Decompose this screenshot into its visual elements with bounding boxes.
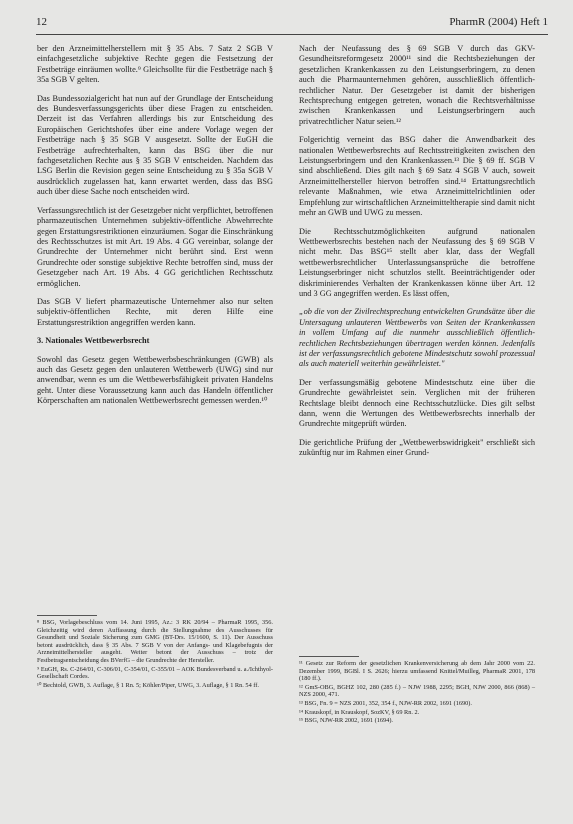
- footnote-separator: [37, 615, 97, 616]
- right-footnotes: [299, 656, 535, 726]
- running-header: [36, 12, 548, 35]
- body-paragraph: Folgerichtig verneint das BSG daher die Anwendbarkeit des nationalen Wettbewerbsrechts auf Rechtsstreitigkeiten zwischen den Leistungserbringern und den Krankenkassen.¹³ Die § 69 ff. SGB V sind abschließend. Dies gilt nach § 69 Satz 4 SGB V auch, soweit Arzneimittelhersteller hiervon betroffen sind.¹⁴ Ertattungsrechtlich relevante Maßnahmen, wie etwa Arzneimittelrichtlinien oder Empfehlung zur wirtschaftlichen Arzneimitteltherapie sind damit nicht mehr an GWB und UWG zu messen.: [299, 135, 535, 218]
- right-column: [299, 44, 535, 467]
- footnote: ¹¹ Gesetz zur Reform der gesetzlichen Krankenversicherung ab dem Jahr 2000 vom 22. Dezember 1999, BGBl. I S. 2626; hierzu umfassend Knittel/Muilleg, PharmaR 2001, 178 (180 ff.).: [299, 660, 535, 683]
- section-heading: 3. Nationales Wettbewerbsrecht: [37, 336, 150, 346]
- quotation: „ob die von der Zivilrechtsprechung entwickelten Grundsätze über die Untersagung unlauteren Wettbewerbs von Seiten der Krankenkassen in vollem Umfang auf die nunmehr ausschließlich öffentlich-rechtlichen Rechtsbeziehungen übertragen werden können. Jedenfalls ist der verfassungsrechtlich gebotene Mindestschutz sowohl prozessual als auch materiell weiterhin gewährleistet.": [299, 307, 535, 369]
- footnote: ¹⁴ Krauskopf, in Krauskopf, SozKV, § 69 Rn. 2.: [299, 708, 420, 716]
- body-paragraph: Die Rechtsschutzmöglichkeiten aufgrund nationalen Wettbewerbsrechts bestehen nach der Neufassung des § 69 SGB V nicht mehr. Das BSG¹⁵ stellt aber klar, dass der Wegfall wettbewerbsrechtlicher Unterlassungsansprüche die betroffene Leistungserbringer nicht schutzlos stellt. Beeinträchtigender oder diskriminierendes Verhalten der Krankenkassen könne über Art. 12 und 3 GG angegriffen werden. Es lässt offen,: [299, 226, 535, 298]
- body-paragraph: Das Bundessozialgericht hat nun auf der Grundlage der Entscheidung des Bundesverfassungsgerichts über diese Fragen zu entscheiden. Derzeit ist das Verfahren allerdings bis zur Entscheidung des Europäischen Gerichtshofes über eine andere Vorlage wegen der Festbeträge nach § 35 SGB V ausgesetzt. Sollte der EuGH die Festbeträge aufrechterhalten, kann das BSG über die nur fachgesetzlichen Rechte aus § 35 SGB V entscheiden. Nachdem das LSG Berlin die Revision gegen seine Entscheidung zu § 35a SGB V ausdrücklich zugelassen hat, kann erwartet werden, dass das BSG auch über diese Sache noch entscheiden wird.: [37, 93, 273, 197]
- body-paragraph: Der verfassungsmäßig gebotene Mindestschutz eine über die Grundrechte gewährleistet sein. Verglichen mit der früheren Rechtslage bleibt dennoch eine Rechtsschutzlücke. Dies gilt selbst dann, wenn die Wertungen des Wettbewerbsrechts innerhalb der Grundrechte mitgeprüft würden.: [299, 377, 535, 429]
- body-paragraph: Verfassungsrechtlich ist der Gesetzgeber nicht verpflichtet, betroffenen pharmazeutischen Unternehmen subjektiv-öffentliche Abwehrrechte gegen Erstattungsrestriktionen einzuräumen. Sogar die Einschränkung des Rechtsschutzes ist mit Art. 19 Abs. 4 GG vereinbar, solange der Grundrechte der Unternehmer nicht berührt sind. Erst wenn Grundrechte oder sonstige subjektive Rechte betroffen sind, muss der Gesetzgeber nach Art. 19 Abs. 4 GG gerichtlichen Rechtsschutz ermöglichen.: [37, 205, 273, 288]
- body-paragraph: Das SGB V liefert pharmazeutische Unternehmer also nur selten subjektiv-öffentlichen Rechte, mit deren Hilfe eine Erstattungsrestriktion angegriffen werden kann.: [37, 296, 273, 327]
- footnote: ¹² GmS-OBG, BGHZ 102, 280 (285 f.) – NJW 1988, 2295; BGH, NJW 2000, 866 (868) – NZS 2000, 471.: [299, 683, 535, 699]
- left-column: [37, 44, 273, 415]
- footnote: ¹³ BSG, Fn. 9 = NZS 2001, 352, 354 f., NJW-RR 2002, 1691 (1690).: [299, 699, 472, 707]
- body-paragraph: ber den Arzneimittelherstellern mit § 35 Abs. 7 Satz 2 SGB V einfachgesetzliche subjektive Rechte gegen die Festsetzung der Festbeträge einräumen wollte.⁹ Gleichsollte für die Festbeträge nach § 35a SGB V gelten.: [37, 44, 273, 85]
- footnote: ¹⁵ BSG, NJW-RR 2002, 1691 (1694).: [299, 717, 393, 725]
- body-paragraph: Sowohl das Gesetz gegen Wettbewerbsbeschränkungen (GWB) als auch das Gesetz gegen den unlauteren Wettbewerb (UWG) sind nur anwendbar, wenn es um die Wettbewerbsfähigkeit privaten Handelns geht. Unter diese Voraussetzung kann auch das Handeln öffentlicher Körperschaften am nationalen Wettbewerbsrecht gemessen werden.¹⁰: [37, 354, 273, 406]
- body-paragraph: Die gerichtliche Prüfung der „Wettbewerbswidrigkeit" erschließt sich zukünftig nur im Rahmen einer Grund-: [299, 437, 535, 458]
- footnote: ⁸ BSG, Vorlagebeschluss vom 14. Juni 1995, Az.: 3 RK 20/94 – PharmaR 1995, 356. Gleichzeitig wird deren Auffassung durch die Stellungnahme des Ausschusses für Gesundheit und Soziale Sicherung zum GMG (BT-Drs. 15/1600, S. 11). Der Ausschuss betont ausdrücklich, dass § 35 Abs. 7 SGB V von der Anfangs- und Klagebefugnis der Arzneimittelhersteller ausgeht. Weiter betont der Ausschuss – trotz der Festbetragsentscheidung des BVerfG – die Grundrechte der Hersteller.: [37, 619, 273, 664]
- footnote: ¹⁰ Bechtold, GWB, 3. Auflage, § 1 Rn. 5; Köhler/Piper, UWG, 3. Auflage, § 1 Rn. 54 ff.: [37, 681, 259, 689]
- page-number: 12: [36, 16, 47, 28]
- footnote-separator: [299, 656, 359, 657]
- body-paragraph: Nach der Neufassung des § 69 SGB V durch das GKV-Gesundheitsreformgesetz 2000¹¹ sind die Rechtsbeziehungen der gesetzlichen Krankenkassen zu den Leistungserbringern, zu denen auch die Pharmaunternehmen gehören, ausschließlich öffentlich-rechtlicher Natur. Der Gesetzgeber ist damit der bisherigen Rechtsprechung entgegen getreten, wonach die Rechtsverhältnisse zwischen Krankenkassen und Leistungserbringern auch privatrechtlicher Natur seien.¹²: [299, 44, 535, 126]
- journal-reference: PharmR (2004) Heft 1: [449, 16, 548, 28]
- footnote: ⁹ EuGH, Rs. C-264/01, C-306/01, C-354/01, C-355/01 – AOK Bundesverband u. a./Ichthyol-Gesellschaft Cordes.: [37, 665, 273, 681]
- left-footnotes: [37, 615, 273, 690]
